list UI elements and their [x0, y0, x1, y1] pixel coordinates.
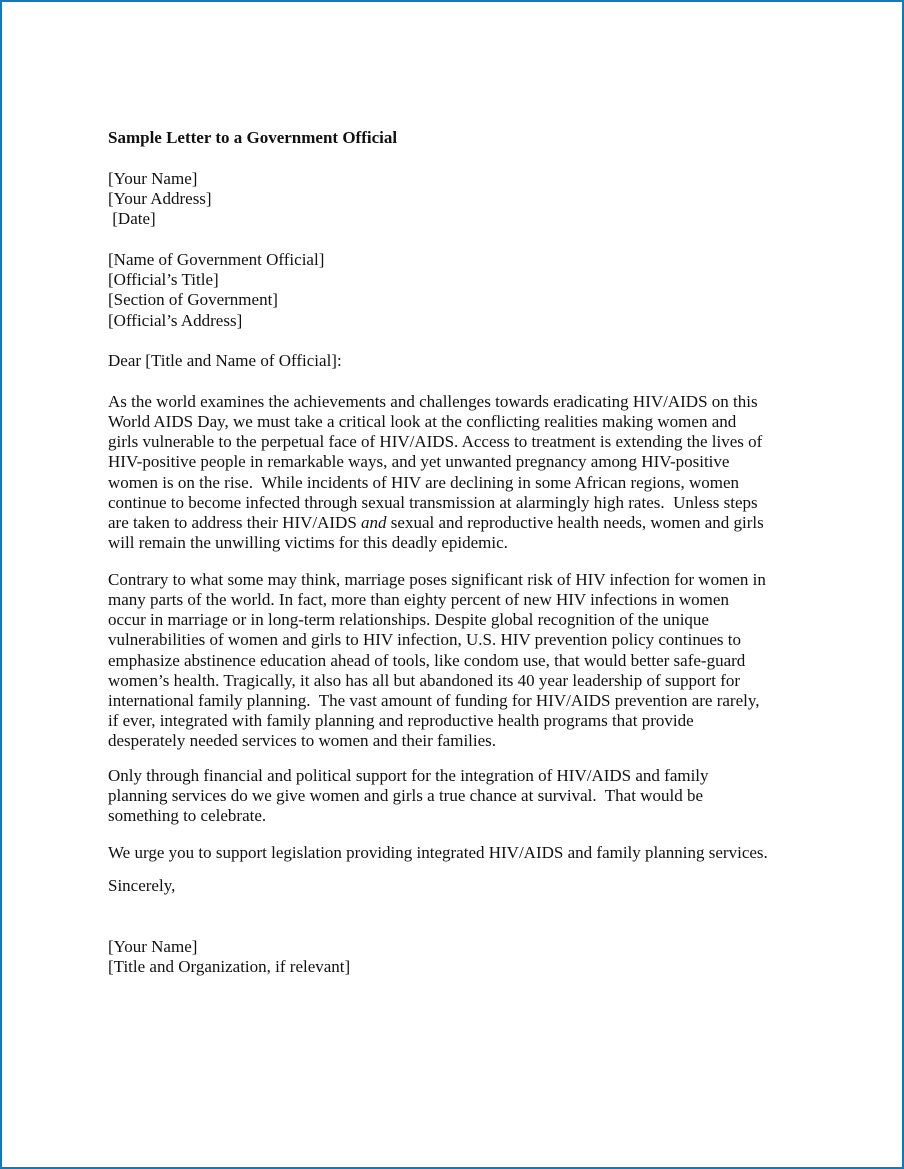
- text-line: women’s health. Tragically, it also has all but abandoned its 40 year leadership of support for: [108, 670, 741, 690]
- salutation-text: Dear [Title and Name of Official]:: [108, 350, 342, 370]
- text-line: girls vulnerable to the perpetual face of HIV/AIDS. Access to treatment is extending the lives of: [108, 432, 763, 452]
- closing-text: Sincerely,: [108, 875, 176, 895]
- signature-block: [108, 937, 888, 977]
- text-line: many parts of the world. In fact, more than eighty percent of new HIV infections in women: [108, 589, 729, 609]
- text-segment: sexual and reproductive health needs, women and girls: [386, 512, 764, 532]
- closing: [108, 876, 888, 896]
- emphasis: and: [361, 512, 387, 532]
- paragraph-2: [108, 570, 888, 752]
- text-line: Contrary to what some may think, marriage poses significant risk of HIV infection for women in: [108, 569, 766, 589]
- text-line: We urge you to support legislation providing integrated HIV/AIDS and family planning services.: [108, 842, 768, 862]
- text-line: HIV-positive people in remarkable ways, and yet unwanted pregnancy among HIV-positive: [108, 452, 730, 472]
- sender-block: [108, 169, 888, 230]
- text-line: continue to become infected through sexual transmission at alarmingly high rates. Unless steps: [108, 492, 758, 512]
- text-line: something to celebrate.: [108, 806, 267, 825]
- recipient-line: [Official’s Address]: [108, 310, 243, 330]
- paragraph-1: [108, 392, 888, 554]
- letter-title: [108, 128, 888, 148]
- text-line: women is on the rise. While incidents of HIV are declining in some African regions, women: [108, 472, 740, 492]
- text-line: planning services do we give women and girls a true chance at survival. That would be: [108, 785, 703, 805]
- signature-line: [Title and Organization, if relevant]: [108, 956, 351, 976]
- text-line: vulnerabilities of women and girls to HIV infection, U.S. HIV prevention policy continues to: [108, 630, 741, 650]
- paragraph-3: [108, 766, 888, 827]
- sender-line: [Your Address]: [108, 189, 212, 209]
- sender-line: [Date]: [108, 209, 156, 229]
- text-line: Only through financial and political support for the integration of HIV/AIDS and family: [108, 765, 709, 785]
- sender-line: [Your Name]: [108, 168, 198, 188]
- recipient-line: [Name of Government Official]: [108, 249, 325, 269]
- recipient-block: [108, 250, 888, 331]
- text-line: if ever, integrated with family planning and reproductive health programs that provide: [108, 711, 694, 731]
- text-line: As the world examines the achievements and challenges towards eradicating HIV/AIDS on this: [108, 391, 758, 411]
- recipient-line: [Official’s Title]: [108, 270, 219, 290]
- letter-body: [108, 128, 888, 977]
- text-line: [108, 513, 888, 533]
- signature-line: [Your Name]: [108, 936, 198, 956]
- text-line: international family planning. The vast amount of funding for HIV/AIDS prevention are rarely,: [108, 690, 760, 710]
- recipient-line: [Section of Government]: [108, 290, 278, 310]
- text-line: will remain the unwilling victims for this deadly epidemic.: [108, 533, 508, 553]
- text-line: desperately needed services to women and their families.: [108, 731, 497, 751]
- salutation: [108, 351, 888, 371]
- title-text: Sample Letter to a Government Official: [108, 128, 398, 147]
- paragraph-4: [108, 843, 888, 863]
- text-line: World AIDS Day, we must take a critical look at the conflicting realities making women and: [108, 412, 737, 432]
- text-line: occur in marriage or in long-term relationships. Despite global recognition of the unique: [108, 610, 709, 630]
- text-line: emphasize abstinence education ahead of tools, like condom use, that would better safe-guard: [108, 650, 746, 670]
- text-segment: are taken to address their HIV/AIDS: [108, 512, 362, 532]
